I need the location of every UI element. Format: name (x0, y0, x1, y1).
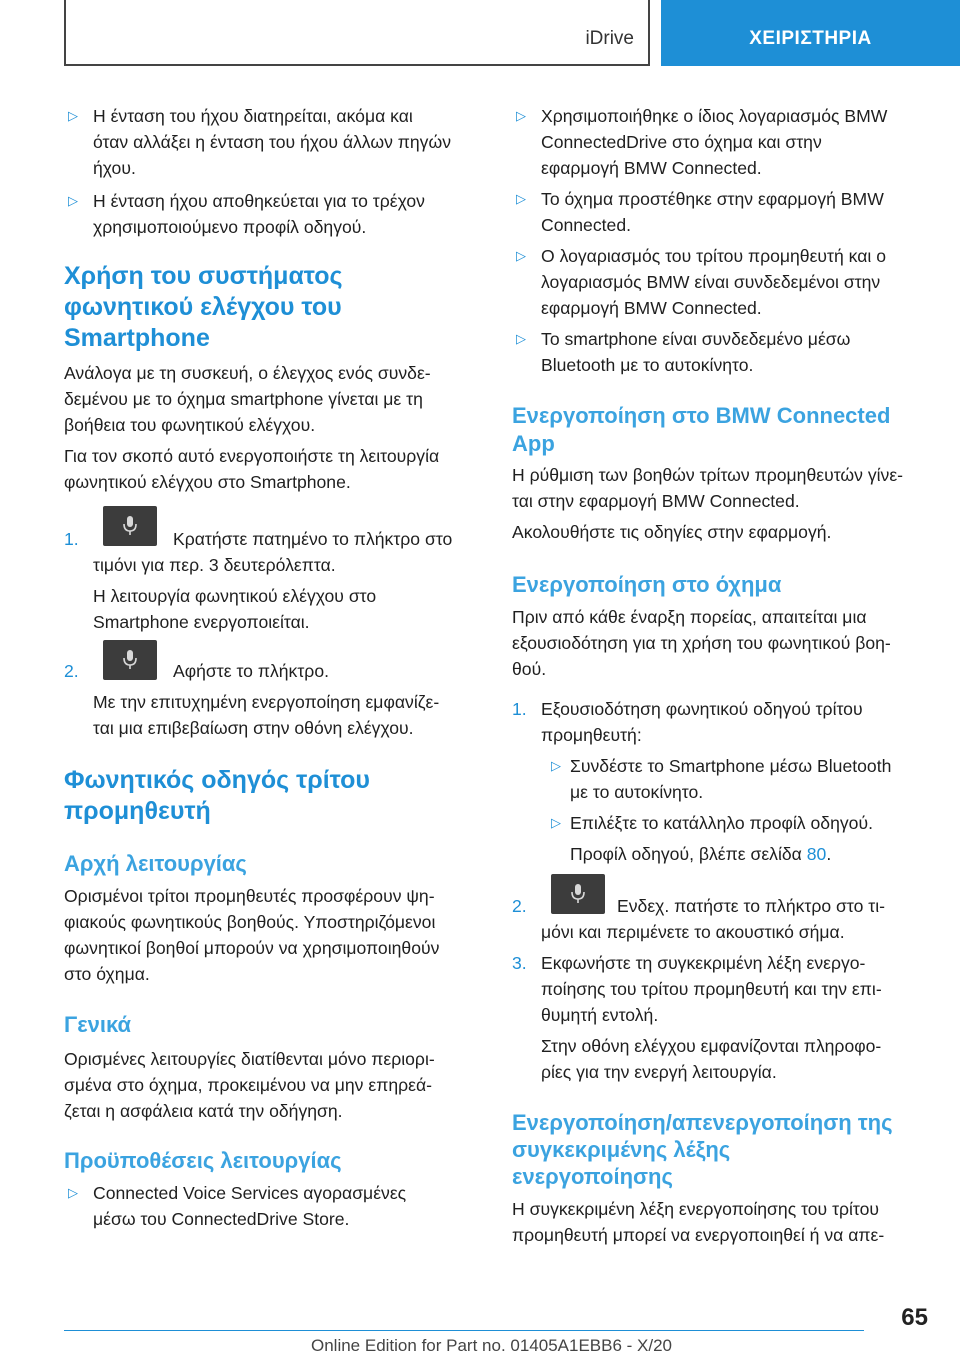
subsection-heading: App (512, 431, 555, 456)
step-number: 1. (512, 699, 527, 719)
step-line: ποίησης του τρίτου προμηθευτή και την επι- (541, 979, 882, 999)
paragraph-line: Για τον σκοπό αυτό ενεργοποιήστε τη λειτουργία (64, 446, 440, 466)
step-line: Εκφωνήστε τη συγκεκριμένη λέξη ενεργο- (541, 953, 866, 973)
bullet-line: Το όχημα προστέθηκε στην εφαρμογή BMW (541, 189, 884, 209)
triangle-bullet-icon: ▷ (68, 108, 78, 123)
paragraph-line: ζεται η ασφάλεια κατά την οδήγηση. (64, 1101, 343, 1121)
bullet-line: Connected Voice Services αγορασμένες (93, 1183, 407, 1203)
section-heading: προμηθευτή (64, 797, 211, 825)
paragraph-line: Ορισμένοι τρίτοι προμηθευτές προσφέρουν ψη- (64, 886, 435, 906)
paragraph-line: εξουσιοδότηση για τη χρήση του φωνητικού βοη- (512, 633, 891, 653)
step-line: Ενδεχ. πατήστε το πλήκτρο στο τι- (617, 896, 885, 916)
bullet-line: ConnectedDrive στο όχημα και στην (541, 132, 822, 152)
bullet-line: εφαρμογή BMW Connected. (541, 298, 762, 318)
subsection-heading: συγκεκριμένης λέξης (512, 1137, 731, 1162)
subsection-heading: Ενεργοποίηση στο όχημα (512, 572, 782, 597)
paragraph-line: Πριν από κάθε έναρξη πορείας, απαιτείται μια (512, 607, 867, 627)
step-number: 2. (64, 661, 79, 681)
header-section-label: iDrive (585, 28, 634, 49)
subsection-heading: Γενικά (64, 1012, 132, 1037)
page-link[interactable]: 80 (806, 844, 827, 864)
paragraph-line: ται στην εφαρμογή BMW Connected. (512, 491, 800, 511)
cross-reference-text: Προφίλ οδηγού, βλέπε σελίδα (570, 844, 807, 864)
triangle-bullet-icon: ▷ (516, 108, 526, 123)
bullet-line: Η ένταση ήχου αποθηκεύεται για το τρέχον (93, 191, 425, 211)
triangle-bullet-icon: ▷ (551, 758, 561, 773)
paragraph-line: σμένα στο όχημα, προκειμένου να μην επηρεά- (64, 1075, 433, 1095)
subsection-heading: Ενεργοποίηση στο BMW Connected (512, 403, 891, 428)
triangle-bullet-icon: ▷ (68, 193, 78, 208)
step-line: προμηθευτή: (541, 725, 642, 745)
step-result-line: Η λειτουργία φωνητικού ελέγχου στο (93, 586, 377, 606)
triangle-bullet-icon: ▷ (516, 248, 526, 263)
bullet-line: εφαρμογή BMW Connected. (541, 158, 762, 178)
header-chapter-tab (661, 0, 960, 66)
step-line: Κρατήστε πατημένο το πλήκτρο στο (173, 529, 453, 549)
paragraph-line: θού. (512, 659, 547, 679)
step-number: 3. (512, 953, 527, 973)
step-result-line: Smartphone ενεργοποιείται. (93, 612, 310, 632)
paragraph-line: δεμένου με το όχημα smartphone γίνεται με τη (64, 389, 423, 409)
step-line: τιμόνι για περ. 3 δευτερόλεπτα. (93, 555, 336, 575)
step-line: θυμητή εντολή. (541, 1005, 659, 1025)
bullet-line: ήχου. (93, 158, 136, 178)
step-line: Εξουσιοδότηση φωνητικού οδηγού τρίτου (541, 699, 863, 719)
section-heading: Φωνητικός οδηγός τρίτου (64, 766, 370, 794)
step-result-line: Στην οθόνη ελέγχου εμφανίζονται πληροφο- (541, 1036, 882, 1056)
bullet-line: Bluetooth με το αυτοκίνητο. (541, 355, 754, 375)
page-number: 65 (901, 1304, 928, 1331)
bullet-line: Συνδέστε το Smartphone μέσω Bluetooth (570, 756, 892, 776)
subsection-heading: Προϋποθέσεις λειτουργίας (64, 1148, 342, 1173)
cross-reference: Προφίλ οδηγού, βλέπε σελίδα 80. (570, 844, 832, 864)
bullet-line: όταν αλλάξει η ένταση του ήχου άλλων πηγών (93, 132, 452, 152)
paragraph-line: βοήθεια του φωνητικού ελέγχου. (64, 415, 316, 435)
bullet-line: Ο λογαριασμός του τρίτου προμηθευτή και ο (541, 246, 887, 266)
bullet-line: Το smartphone είναι συνδεδεμένο μέσω (541, 329, 851, 349)
paragraph-line: Ανάλογα με τη συσκευή, ο έλεγχος ενός συνδε- (64, 363, 431, 383)
bullet-line: μέσω του ConnectedDrive Store. (93, 1209, 350, 1229)
step-result-line: Με την επιτυχημένη ενεργοποίηση εμφανίζε- (93, 692, 440, 712)
subsection-heading: ενεργοποίησης (512, 1164, 673, 1189)
step-number: 2. (512, 896, 527, 916)
bullet-line: λογαριασμός BMW είναι συνδεδεμένοι στην (541, 272, 881, 292)
bullet-line: Επιλέξτε το κατάλληλο προφίλ οδηγού. (570, 813, 873, 833)
triangle-bullet-icon: ▷ (516, 331, 526, 346)
triangle-bullet-icon: ▷ (68, 1185, 78, 1200)
bullet-line: Χρησιμοποιήθηκε ο ίδιος λογαριασμός BMW (541, 106, 888, 126)
microphone-icon (569, 883, 587, 905)
step-number: 1. (64, 529, 79, 549)
paragraph-line: προμηθευτή μπορεί να ενεργοποιηθεί ή να απε- (512, 1225, 885, 1245)
step-line: μόνι και περιμένετε το ακουστικό σήμα. (541, 922, 845, 942)
voice-control-button (103, 506, 157, 546)
voice-control-button (103, 640, 157, 680)
voice-control-button (551, 874, 605, 914)
step-result-line: ρίες για την ενεργή λειτουργία. (541, 1062, 777, 1082)
subsection-heading: Αρχή λειτουργίας (64, 851, 247, 876)
subsection-heading: Ενεργοποίηση/απενεργοποίηση της (512, 1110, 893, 1135)
paragraph-line: φιακούς φωνητικούς βοηθούς. Υποστηριζόμενοι (64, 912, 436, 932)
section-heading: Χρήση του συστήματος (64, 262, 343, 290)
paragraph-line: φωνητικού ελέγχου στο Smartphone. (64, 472, 351, 492)
paragraph-line: στο όχημα. (64, 964, 150, 984)
section-heading: Smartphone (64, 324, 210, 352)
step-line: Αφήστε το πλήκτρο. (173, 661, 329, 681)
bullet-line: με το αυτοκίνητο. (570, 782, 704, 802)
footer-divider (64, 1330, 864, 1331)
microphone-icon (121, 649, 139, 671)
triangle-bullet-icon: ▷ (551, 815, 561, 830)
paragraph-line: Ορισμένες λειτουργίες διατίθενται μόνο περιορι- (64, 1049, 435, 1069)
step-result-line: ται μια επιβεβαίωση στην οθόνη ελέγχου. (93, 718, 414, 738)
paragraph-line: φωνητικοί βοηθοί μπορούν να χρησιμοποιηθούν (64, 938, 440, 958)
section-heading: φωνητικού ελέγχου του (64, 293, 342, 321)
header-section-box (64, 0, 650, 66)
paragraph-line: Ακολουθήστε τις οδηγίες στην εφαρμογή. (512, 522, 832, 542)
bullet-line: Η ένταση του ήχου διατηρείται, ακόμα και (93, 106, 413, 126)
footer-edition: Online Edition for Part no. 01405A1EBB6 - X/20 (311, 1336, 673, 1355)
bullet-line: χρησιμοποιούμενο προφίλ οδηγού. (93, 217, 367, 237)
paragraph-line: Η συγκεκριμένη λέξη ενεργοποίησης του τρίτου (512, 1199, 880, 1219)
paragraph-line: Η ρύθμιση των βοηθών τρίτων προμηθευτών γίνε- (512, 465, 904, 485)
bullet-line: Connected. (541, 215, 631, 235)
triangle-bullet-icon: ▷ (516, 191, 526, 206)
header-chapter-label: ΧΕΙΡΙΣΤΗΡΙΑ (749, 28, 872, 49)
microphone-icon (121, 515, 139, 537)
